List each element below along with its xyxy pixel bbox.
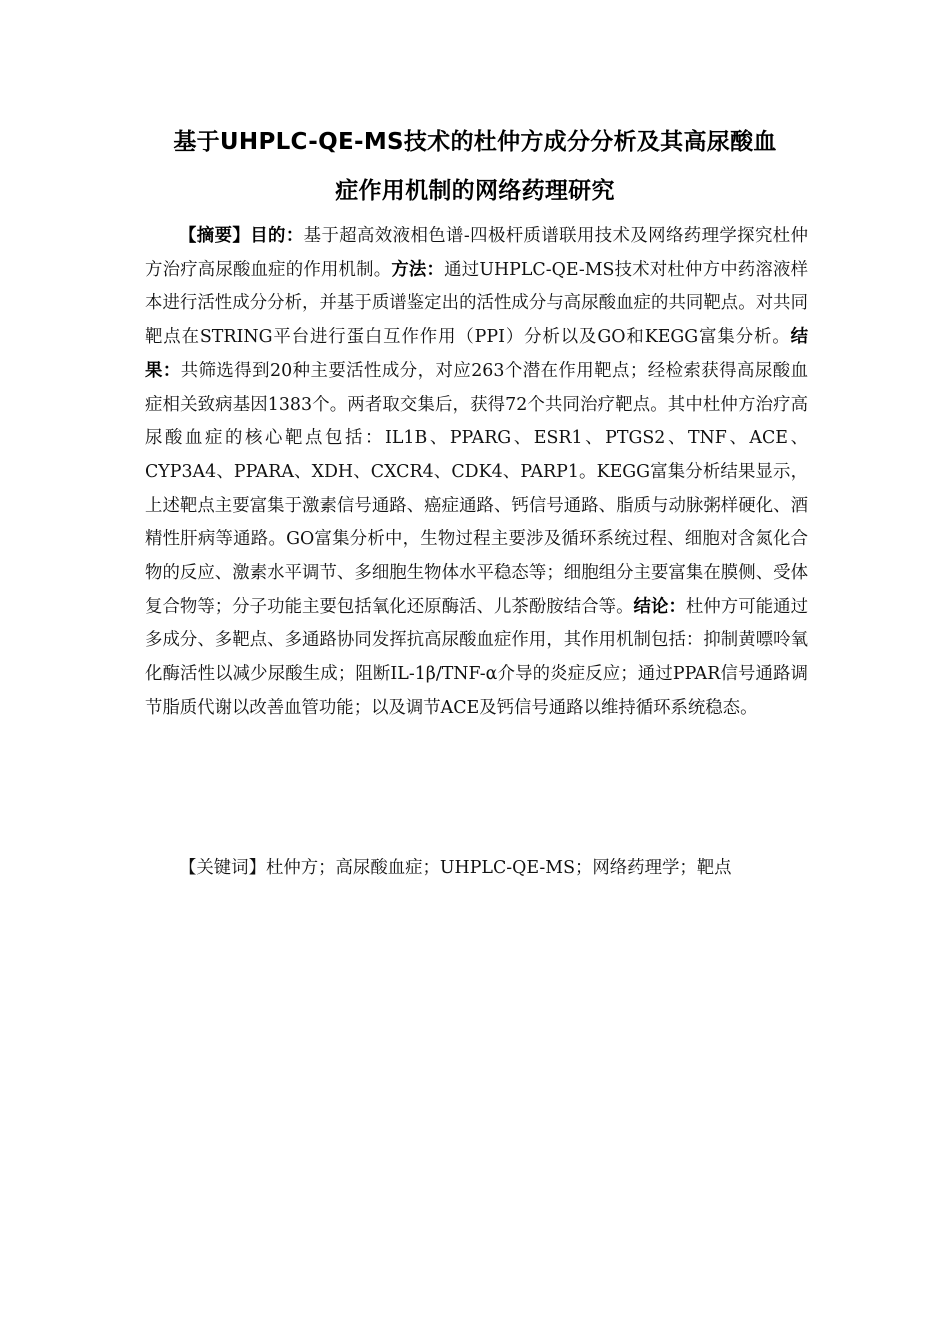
result-text: 共筛选得到20种主要活性成分，对应263个潜在作用靶点；经检索获得高尿酸血症相关致病基因1383个。两者取交集后，获得72个共同治疗靶点。其中杜仲方治疗高尿酸血症的核心靶点包括：IL1B、PPARG、ESR1、PTGS2、TNF、ACE、CYP3A4、PPARA、XDH、CXCR4、CDK4、PARP1。KEGG富集分析结果显示，上述靶点主要富集于激素信号通路、癌症通路、钙信号通路、脂质与动脉粥样硬化、酒精性肝病等通路。GO富集分析中，生物过程主要涉及循环系统过程、细胞对含氮化合物的反应、激素水平调节、多细胞生物体水平稳态等；细胞组分主要富集在膜侧、受体复合物等；分子功能主要包括氧化还原酶活、儿茶酚胺结合等。: [145, 360, 808, 617]
purpose-label: 目的：: [250, 226, 304, 246]
result-label: 结果：: [145, 327, 808, 381]
keywords-label: 【关键词】: [179, 858, 266, 878]
keywords-line: [145, 852, 808, 886]
paper-title-line-1: 基于UHPLC-QE-MS技术的杜仲方成分分析及其高尿酸血: [173, 129, 777, 155]
paper-title: [120, 118, 830, 216]
method-label: 方法：: [391, 259, 445, 280]
conclusion-label: 结论：: [633, 596, 686, 617]
keywords-text: 杜仲方；高尿酸血症；UHPLC-QE-MS；网络药理学；靶点: [265, 858, 732, 878]
paper-title-line-2: 症作用机制的网络药理研究: [335, 178, 615, 204]
conclusion-text: 杜仲方可能通过多成分、多靶点、多通路协同发挥抗高尿酸血症作用，其作用机制包括：抑制黄嘌呤氧化酶活性以减少尿酸生成；阻断IL-1β/TNF-α介导的炎症反应；通过PPAR信号通路调节脂质代谢以改善血管功能；以及调节ACE及钙信号通路以维持循环系统稳态。: [145, 596, 808, 718]
abstract-label: 【摘要】: [179, 226, 251, 246]
method-text: 通过UHPLC-QE-MS技术对杜仲方中药溶液样本进行活性成分分析，并基于质谱鉴定出的活性成分与高尿酸血症的共同靶点。对共同靶点在STRING平台进行蛋白互作作用（PPI）分析以及GO和KEGG富集分析。: [145, 259, 808, 348]
abstract-paragraph: [145, 220, 808, 726]
purpose-text: 基于超高效液相色谱-四极杆质谱联用技术及网络药理学探究杜仲方治疗高尿酸血症的作用机制。: [145, 226, 808, 280]
